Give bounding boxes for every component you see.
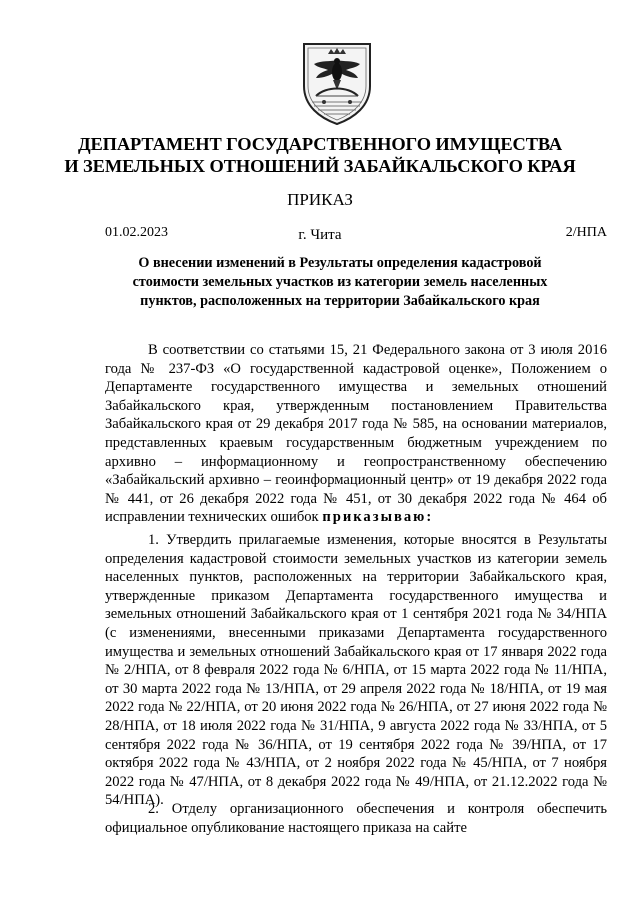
order-word: приказываю: <box>322 509 434 526</box>
subject-line2: стоимости земельных участков из категории земель населенных <box>132 274 548 290</box>
department-title-line1: ДЕПАРТАМЕНТ ГОСУДАРСТВЕННОГО ИМУЩЕСТВА <box>77 134 563 154</box>
department-title <box>0 133 640 177</box>
item-1-text: 1. Утвердить прилагаемые изменения, которые вносятся в Результаты определения кадастровой стоимости земельных участков из категории земель населенных пунктов, расположенных на территории Забайкальского края, утвержденные приказом Департамента государственного имущества и земельных отношений Забайкальского края от 1 сентября 2021 года № 34/НПА (с изменениями, внесенными приказами Департамента государственного имущества и земельных отношений Забайкальского края от 17 января 2022 года № 2/НПА, от 8 февраля 2022 года № 6/НПА, от 15 марта 2022 года № 11/НПА, от 30 марта 2022 года № 13/НПА, от 29 апреля 2022 года № 18/НПА, от 19 мая 2022 года № 22/НПА, от 20 июня 2022 года № 26/НПА, от 27 июня 2022 года № 28/НПА, от 18 июля 2022 года № 31/НПА, 9 августа 2022 года № 33/НПА, от 5 сентября 2022 года № 36/НПА, от 19 сентября 2022 года № 39/НПА, от 17 октября 2022 года № 43/НПА, от 2 ноября 2022 года № 45/НПА, от 7 ноября 2022 года № 47/НПА, от 8 декабря 2022 года № 49/НПА, от 21.12.2022 года № 54/НПА). <box>105 532 607 809</box>
document-number: 2/НПА <box>565 225 607 240</box>
item-2-text: 2. Отделу организационного обеспечения и контроля обеспечить официальное опубликование настоящего приказа на сайте <box>105 801 607 836</box>
document-subject <box>100 254 580 311</box>
document-date: 01.02.2023 <box>105 225 168 240</box>
item-1-paragraph <box>105 531 607 810</box>
subject-line1: О внесении изменений в Результаты определения кадастровой <box>138 255 542 271</box>
preamble-text: В соответствии со статьями 15, 21 Федерального закона от 3 июля 2016 года № 237-ФЗ «О государственной кадастровой оценке», Положением о Департаменте государственного имущества и земельных отношений Забайкальского края, утвержденным постановлением Правительства Забайкальского края от 29 декабря 2017 года № 585, на основании материалов, представленных краевым государственным бюджетным учреждением по архивно – информационному и геопространственному обеспечению «Забайкальский архивно – геоинформационный центр» от 19 декабря 2022 года № 441, от 26 декабря 2022 года № 451, от 30 декабря 2022 года № 464 об исправлении технических ошибок <box>105 342 607 526</box>
document-city: г. Чита <box>298 227 342 243</box>
preamble-paragraph <box>105 341 607 527</box>
document-type: ПРИКАЗ <box>287 190 353 209</box>
subject-line3: пунктов, расположенных на территории Забайкальского края <box>140 293 540 309</box>
item-2-paragraph <box>105 800 607 837</box>
coat-of-arms-icon <box>300 40 374 126</box>
department-title-line2: И ЗЕМЕЛЬНЫХ ОТНОШЕНИЙ ЗАБАЙКАЛЬСКОГО КРАЯ <box>64 156 576 176</box>
